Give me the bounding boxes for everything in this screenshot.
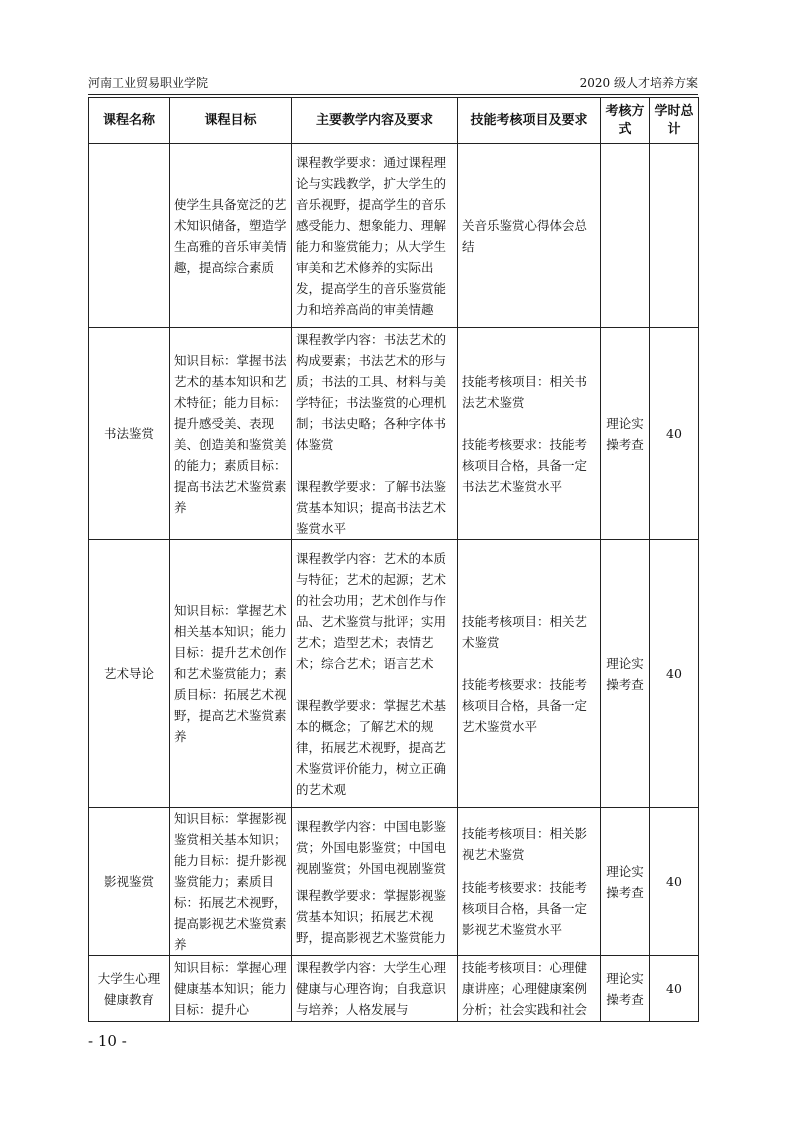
skill-requirements: 技能考核要求：技能考核项目合格，具备一定影视艺术鉴赏水平 (462, 880, 588, 937)
cell-course-name: 艺术导论 (89, 540, 170, 808)
cell-exam-method: 理论实操考查 (601, 540, 650, 808)
skill-items: 技能考核项目：相关影视艺术鉴赏 (462, 826, 588, 862)
cell-exam-method: 理论实操考查 (601, 956, 650, 1022)
header-document-title: 2020 级人才培养方案 (579, 76, 698, 90)
cell-course-goal: 使学生具备宽泛的艺术知识储备，塑造学生高雅的音乐审美情趣，提高综合素质 (170, 144, 292, 328)
cell-course-name (89, 144, 170, 328)
content-items: 课程教学内容：书法艺术的构成要素；书法艺术的形与质；书法的工具、材料与美学特征；书法鉴赏的心理机制；书法史略；各种字体书体鉴赏 (296, 331, 447, 452)
content-requirements: 课程教学要求：掌握艺术基本的概念；了解艺术的规律，拓展艺术视野，提高艺术鉴赏评价能力，树立正确的艺术观 (296, 697, 447, 797)
cell-skill: 技能考核项目：心理健康讲座；心理健康案例分析；社会实践和社会 (458, 956, 601, 1022)
cell-content (292, 540, 458, 808)
header-school-name: 河南工业贸易职业学院 (88, 76, 209, 90)
table-row (89, 144, 699, 328)
col-header-skill: 技能考核项目及要求 (458, 98, 601, 144)
content-items: 课程教学内容：艺术的本质与特征；艺术的起源；艺术的社会功用；艺术创作与作品、艺术鉴赏与批评；实用艺术；造型艺术；表情艺术；综合艺术；语言艺术 (296, 550, 447, 671)
skill-requirements: 技能考核要求：技能考核项目合格，具备一定书法艺术鉴赏水平 (462, 436, 588, 494)
col-header-content: 主要教学内容及要求 (292, 98, 458, 144)
cell-exam-method (601, 144, 650, 328)
col-header-course-goal: 课程目标 (170, 98, 292, 144)
cell-exam-method: 理论实操考查 (601, 808, 650, 956)
cell-course-name: 书法鉴赏 (89, 328, 170, 540)
col-header-exam-method: 考核方式 (601, 98, 650, 144)
cell-skill (458, 328, 601, 540)
cell-course-goal: 知识目标：掌握心理健康基本知识；能力目标：提升心 (170, 956, 292, 1022)
cell-course-goal: 知识目标：掌握艺术相关基本知识；能力目标：提升艺术创作和艺术鉴赏能力；素质目标：拓展艺术视野，提高艺术鉴赏素养 (170, 540, 292, 808)
cell-content: 课程教学要求：通过课程理论与实践教学，扩大学生的音乐视野，提高学生的音乐感受能力、想象能力、理解能力和鉴赏能力；从大学生审美和艺术修养的实际出发，提高学生的音乐鉴赏能力和培养高尚的审美情趣 (292, 144, 458, 328)
running-header (88, 74, 698, 95)
cell-content (292, 328, 458, 540)
page-number: - 10 - (88, 1032, 127, 1050)
cell-course-name: 影视鉴赏 (89, 808, 170, 956)
content-items: 课程教学内容：中国电影鉴赏；外国电影鉴赏；中国电视剧鉴赏；外国电视剧鉴赏 (296, 818, 447, 876)
cell-total-hours (650, 144, 699, 328)
course-table (88, 97, 699, 1022)
cell-content: 课程教学内容：大学生心理健康与心理咨询；自我意识与培养；人格发展与 (292, 956, 458, 1022)
cell-total-hours: 40 (650, 540, 699, 808)
cell-course-name: 大学生心理健康教育 (89, 956, 170, 1022)
col-header-total-hours: 学时总计 (650, 98, 699, 144)
content-requirements: 课程教学要求：了解书法鉴赏基本知识；提高书法艺术鉴赏水平 (296, 478, 447, 536)
table-header-row (89, 98, 699, 144)
cell-skill (458, 540, 601, 808)
skill-items: 技能考核项目：相关艺术鉴赏 (462, 613, 588, 650)
table-row (89, 808, 699, 956)
cell-skill (458, 808, 601, 956)
table-row (89, 328, 699, 540)
skill-requirements: 技能考核要求：技能考核项目合格，具备一定艺术鉴赏水平 (462, 676, 588, 734)
cell-total-hours: 40 (650, 328, 699, 540)
cell-total-hours: 40 (650, 808, 699, 956)
table-row (89, 956, 699, 1022)
cell-content (292, 808, 458, 956)
cell-course-goal: 知识目标：掌握影视鉴赏相关基本知识；能力目标：提升影视鉴赏能力；素质目标：拓展艺术视野，提高影视艺术鉴赏素养 (170, 808, 292, 956)
col-header-course-name: 课程名称 (89, 98, 170, 144)
cell-total-hours: 40 (650, 956, 699, 1022)
skill-items: 技能考核项目：相关书法艺术鉴赏 (462, 373, 588, 410)
cell-course-goal: 知识目标：掌握书法艺术的基本知识和艺术特征；能力目标：提升感受美、表现美、创造美和鉴赏美的能力；素质目标：提高书法艺术鉴赏素养 (170, 328, 292, 540)
table-row (89, 540, 699, 808)
content-requirements: 课程教学要求：掌握影视鉴赏基本知识；拓展艺术视野，提高影视艺术鉴赏能力 (296, 887, 447, 945)
cell-exam-method: 理论实操考查 (601, 328, 650, 540)
cell-skill: 关音乐鉴赏心得体会总结 (458, 144, 601, 328)
